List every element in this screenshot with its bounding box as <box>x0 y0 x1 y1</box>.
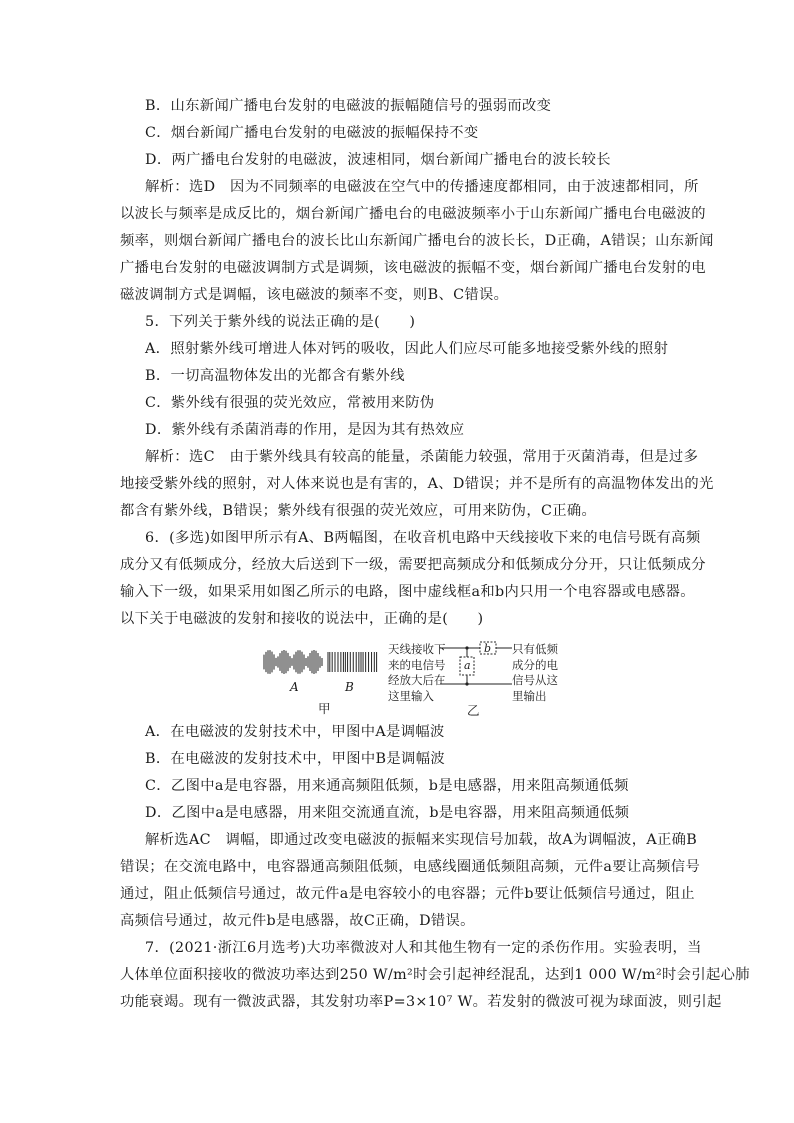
input-text-line: 经放大后在 <box>388 673 446 687</box>
option-b-prev: B．山东新闻广播电台发射的电磁波的振幅随信号的强弱而改变 <box>145 98 552 114</box>
input-text-line: 天线接收下 <box>388 642 446 656</box>
question-6-option-b: B．在电磁波的发射技术中，甲图中B是调幅波 <box>145 751 446 767</box>
analysis-5-line-1: 解析：选C 由于紫外线具有较高的能量，杀菌能力较强，常用于灭菌消毒，但是过多 <box>145 449 699 465</box>
input-text-line: 这里输入 <box>388 688 434 703</box>
output-text-line: 信号从这 <box>512 673 558 687</box>
question-6-line-1: 6．(多选)如图甲所示有A、B两幅图，在收音机电路中天线接收下来的电信号既有高频 <box>145 530 701 546</box>
analysis-4-line-1: 解析：选D 因为不同频率的电磁波在空气中的传播速度都相同，由于波速都相同，所 <box>145 179 699 195</box>
waveform-label-b: B <box>345 680 354 694</box>
analysis-6-line-4: 高频信号通过，故元件b是电感器，故C正确，D错误。 <box>120 913 475 929</box>
analysis-4-line-3: 频率，则烟台新闻广播电台的波长比山东新闻广播电台的波长长，D正确，A错误；山东新闻 <box>120 233 714 249</box>
question-6-line-2: 成分又有低频成分，经放大后送到下一级，需要把高频成分和低频成分分开，只让低频成分 <box>120 557 706 573</box>
analysis-5-line-3: 都含有紫外线，B错误；紫外线有很强的荧光效应，可用来防伪，C正确。 <box>120 503 597 519</box>
question-6-option-a: A．在电磁波的发射技术中，甲图中A是调幅波 <box>145 724 445 740</box>
output-text-line: 成分的电 <box>512 657 558 672</box>
waveform-a <box>264 650 322 674</box>
circuit-diagram <box>440 640 512 692</box>
question-5-option-a: A．照射紫外线可增进人体对钙的吸收，因此人们应尽可能多地接受紫外线的照射 <box>145 341 669 357</box>
question-5-option-c: C．紫外线有很强的荧光效应，常被用来防伪 <box>145 395 435 411</box>
question-7-line-2: 人体单位面积接收的微波功率达到250 W/m²时会引起神经混乱，达到1 000 W/m²时会引起心肺 <box>120 967 750 983</box>
output-text-line: 里输出 <box>512 688 547 703</box>
figure-caption-jia: 甲 <box>318 701 331 716</box>
input-text-line: 来的电信号 <box>388 657 446 672</box>
question-6-option-d: D．乙图中a是电感器，用来阻交流通直流，b是电容器，用来阻高频通低频 <box>145 805 630 821</box>
waveform-b <box>328 652 377 672</box>
question-7-line-1: 7．(2021·浙江6月选考)大功率微波对人和其他生物有一定的杀伤作用。实验表明，当 <box>145 940 702 956</box>
question-5-option-d: D．紫外线有杀菌消毒的作用，是因为其有热效应 <box>145 422 465 438</box>
box-b-label: b <box>484 642 492 655</box>
circuit-input-text <box>388 642 446 704</box>
analysis-6-line-2: 错误；在交流电路中，电容器通高频阻低频，电感线圈通低频阻高频，元件a要让高频信号 <box>120 859 701 875</box>
question-6-line-4: 以下关于电磁波的发射和接收的说法中，正确的是( ) <box>120 611 484 627</box>
waveform-label-a: A <box>290 680 299 694</box>
question-6-line-3: 输入下一级，如果采用如图乙所示的电路，图中虚线框a和b内只用一个电容器或电感器。 <box>120 584 695 600</box>
question-5-stem: 5．下列关于紫外线的说法正确的是( ) <box>145 314 416 330</box>
analysis-6-line-3: 通过，阻止低频信号通过，故元件a是电容较小的电容器；元件b要让低频信号通过，阻止 <box>120 886 695 902</box>
option-d-prev: D．两广播电台发射的电磁波，波速相同，烟台新闻广播电台的波长较长 <box>145 152 611 168</box>
analysis-4-line-5: 磁波调制方式是调幅，该电磁波的频率不变，则B、C错误。 <box>120 287 509 303</box>
analysis-4-line-2: 以波长与频率是成反比的，烟台新闻广播电台的电磁波频率小于山东新闻广播电台电磁波的 <box>120 206 706 222</box>
figure-caption-yi: 乙 <box>467 703 480 718</box>
output-text-line: 只有低频 <box>512 642 558 656</box>
analysis-5-line-2: 地接受紫外线的照射，对人体来说也是有害的，A、D错误；并不是所有的高温物体发出的光 <box>120 476 714 492</box>
figure-waveforms <box>262 648 382 678</box>
question-5-option-b: B．一切高温物体发出的光都含有紫外线 <box>145 368 405 384</box>
analysis-6-line-1: 解析选AC 调幅，即通过改变电磁波的振幅来实现信号加载，故A为调幅波，A正确B <box>145 832 698 848</box>
question-6-option-c: C．乙图中a是电容器，用来通高频阻低频，b是电感器，用来阻高频通低频 <box>145 778 629 794</box>
box-a-label: a <box>464 659 471 672</box>
question-7-line-3: 功能衰竭。现有一微波武器，其发射功率P=3×10⁷ W。若发射的微波可视为球面波，则引起 <box>120 994 722 1010</box>
option-c-prev: C．烟台新闻广播电台发射的电磁波的振幅保持不变 <box>145 125 479 141</box>
analysis-4-line-4: 广播电台发射的电磁波调制方式是调频，该电磁波的振幅不变，烟台新闻广播电台发射的电 <box>120 260 706 276</box>
circuit-output-text <box>512 642 558 704</box>
